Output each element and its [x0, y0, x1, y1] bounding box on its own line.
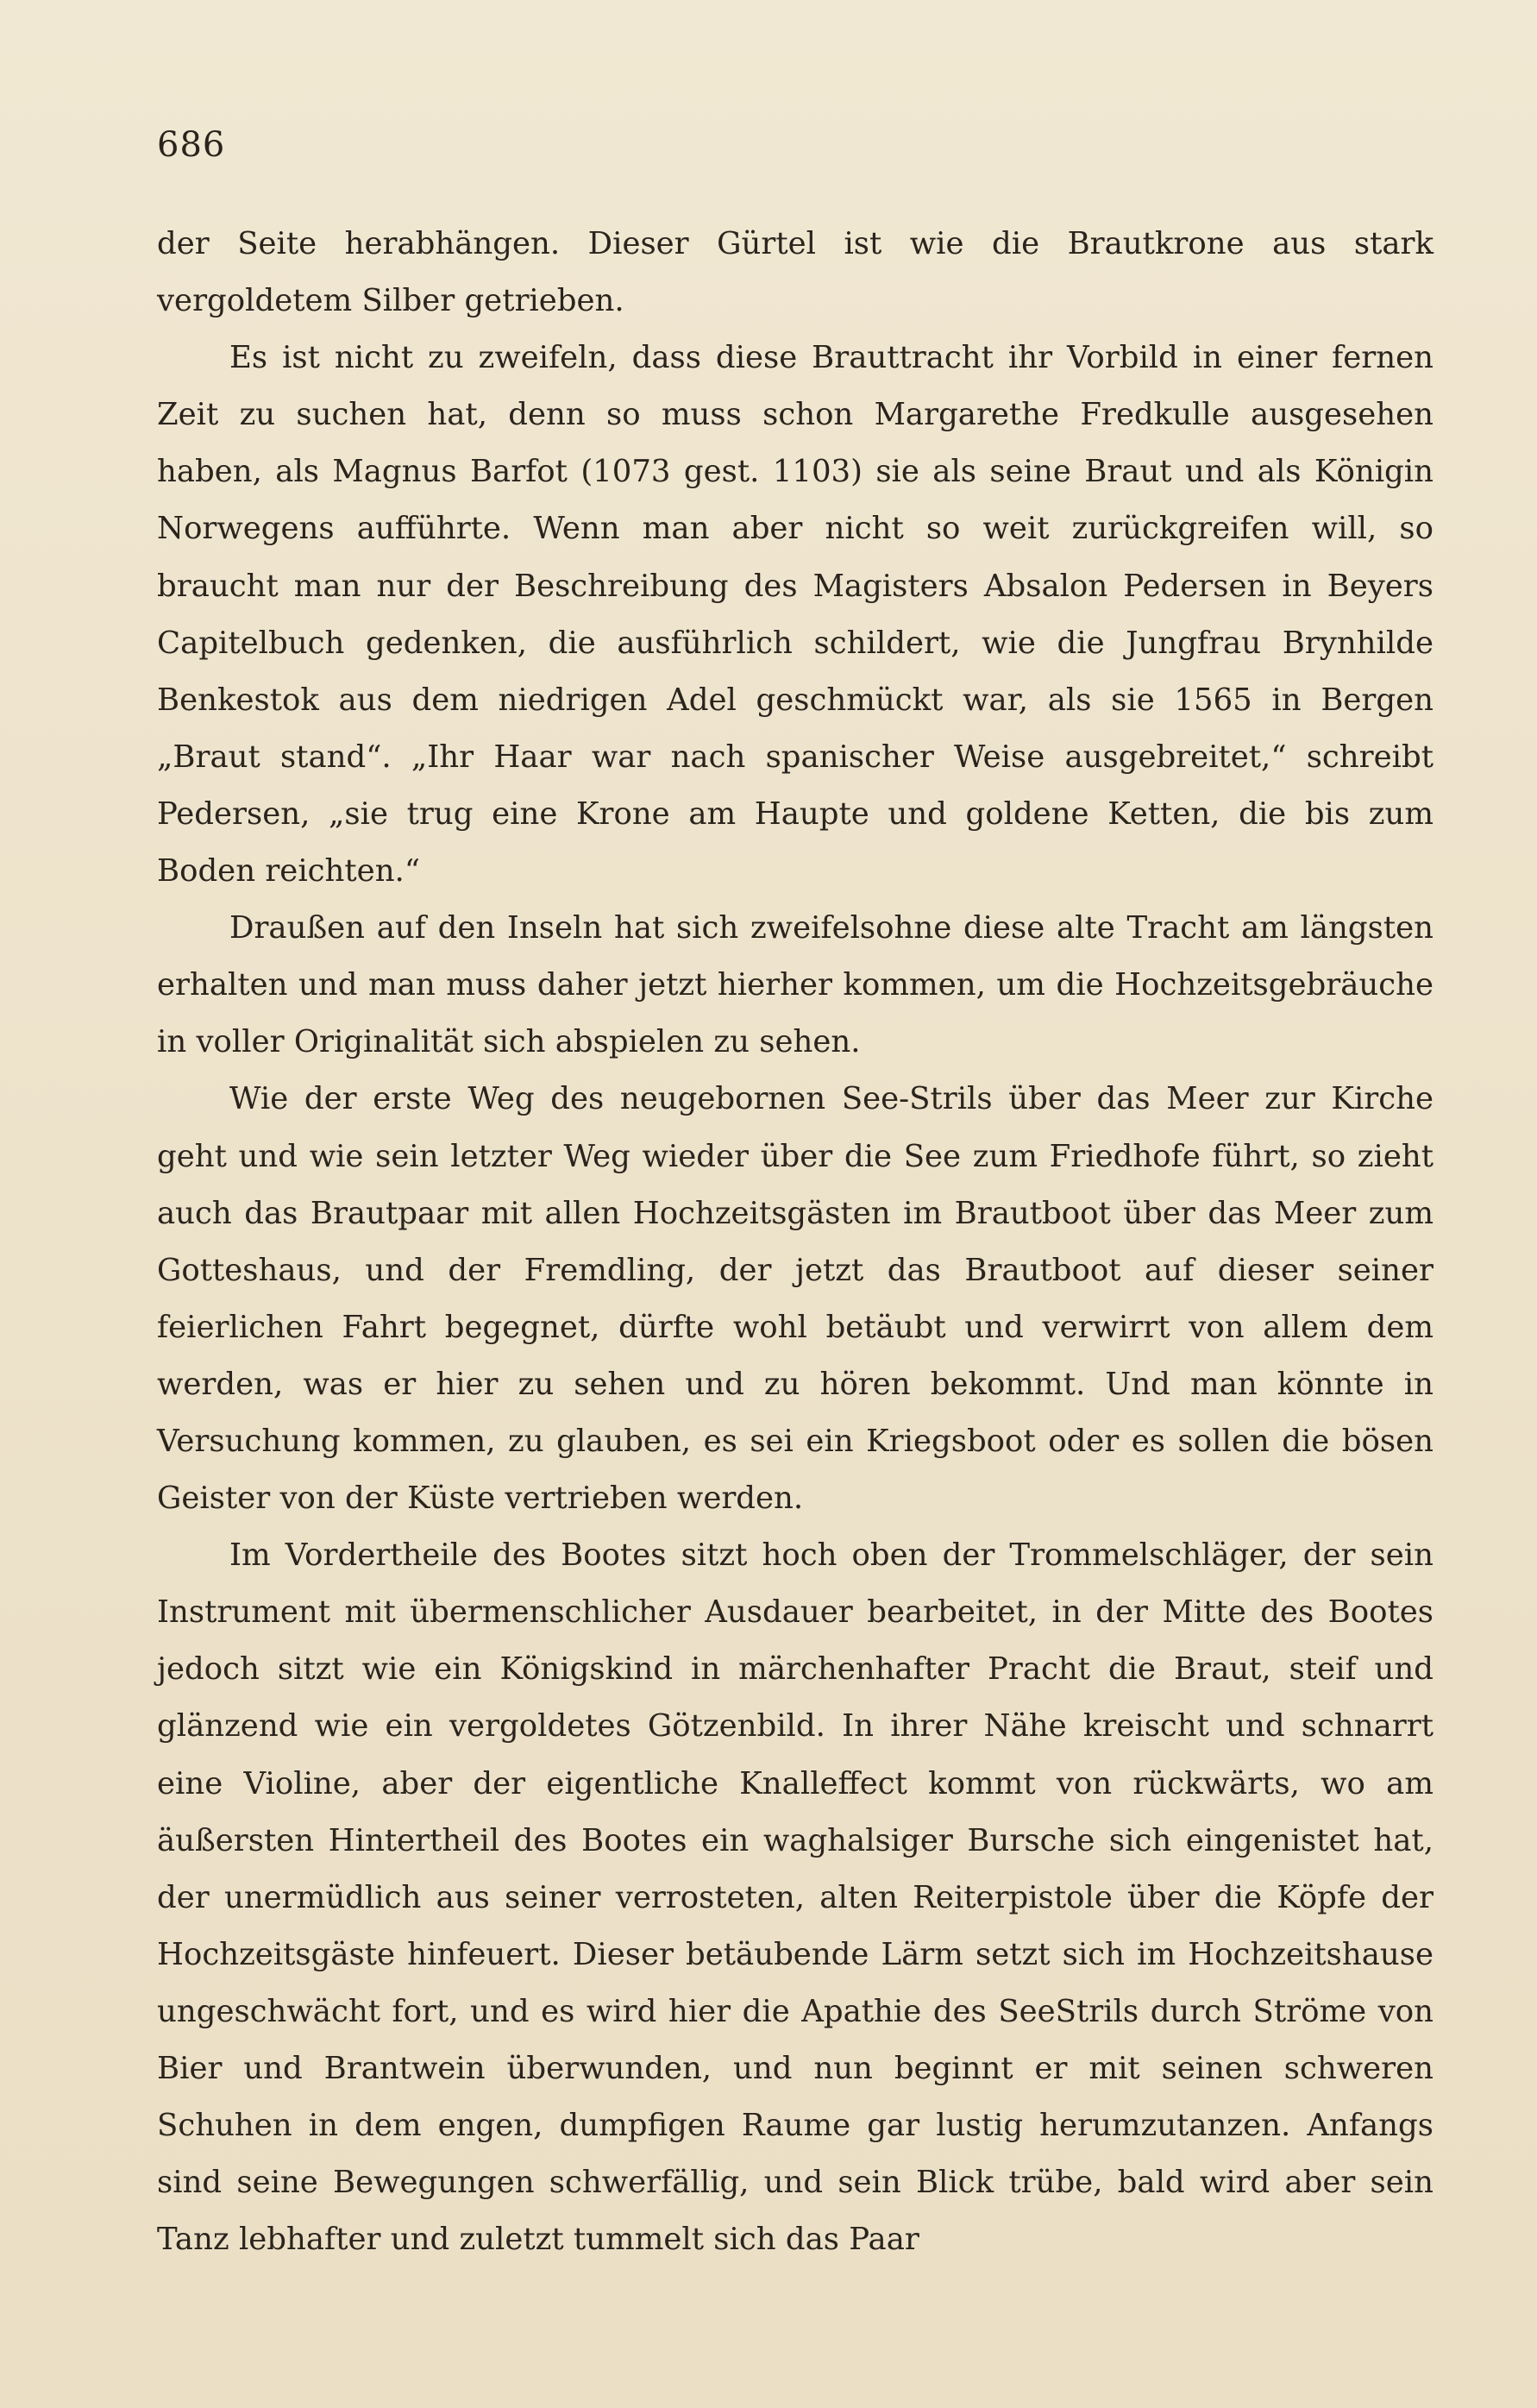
page-number: 686 — [157, 125, 226, 165]
paragraph-1: der Seite herabhängen. Dieser Gürtel ist wie die Brautkrone aus stark vergoldetem Silber getrieben. — [157, 226, 1433, 319]
paragraph-3: Draußen auf den Inseln hat sich zweifelsohne diese alte Tracht am längsten erhalten und man muss daher jetzt hierher kommen, um die Hochzeitsgebräuche in voller Originalität sich abspielen zu sehen. — [157, 910, 1433, 1060]
paragraph-5: Im Vordertheile des Bootes sitzt hoch oben der Trommelschläger, der sein Instrument mit übermenschlicher Ausdauer bearbeitet, in der Mitte des Bootes jedoch sitzt wie ein Königskind in märchenhafter Pracht die Braut, steif und glänzend wie ein vergoldetes Götzenbild. In ihrer Nähe kreischt und schnarrt eine Violine, aber der eigentliche Knalleffect kommt von rückwärts, wo am äußersten Hintertheil des Bootes ein waghalsiger Bursche sich eingenistet hat, der unermüdlich aus seiner verrosteten, alten Reiterpistole über die Köpfe der Hochzeitsgäste hinfeuert. Dieser betäubende Lärm setzt sich im Hochzeitshause ungeschwächt fort, und es wird hier die Apathie des SeeStrils durch Ströme von Bier und Brantwein überwunden, und nun beginnt er mit seinen schweren Schuhen in dem engen, dumpfigen Raume gar lustig herumzutanzen. Anfangs sind seine Bewegungen schwerfällig, und sein Blick trübe, bald wird aber sein Tanz lebhafter und zuletzt tummelt sich das Paar — [157, 1537, 1433, 2258]
paragraph-2: Es ist nicht zu zweifeln, dass diese Brauttracht ihr Vorbild in einer fernen Zeit zu suchen hat, denn so muss schon Margarethe Fredkulle ausgesehen haben, als Magnus Barfot (1073 gest. 1103) sie als seine Braut und als Königin Norwegens aufführte. Wenn man aber nicht so weit zurückgreifen will, so braucht man nur der Beschreibung des Magisters Absalon Pedersen in Beyers Capitelbuch gedenken, die ausführlich schildert, wie die Jungfrau Brynhilde Benkestok aus dem niedrigen Adel geschmückt war, als sie 1565 in Bergen „Braut stand“. „Ihr Haar war nach spanischer Weise ausgebreitet,“ schreibt Pedersen, „sie trug eine Krone am Haupte und goldene Ketten, die bis zum Boden reichten.“ — [157, 340, 1433, 890]
body-text — [157, 216, 1433, 2268]
paragraph-4: Wie der erste Weg des neugebornen See-Strils über das Meer zur Kirche geht und wie sein letzter Weg wieder über die See zum Friedhofe führt, so zieht auch das Brautpaar mit allen Hochzeitsgästen im Brautboot über das Meer zum Gotteshaus, und der Fremdling, der jetzt das Brautboot auf dieser seiner feierlichen Fahrt begegnet, dürfte wohl betäubt und verwirrt von allem dem werden, was er hier zu sehen und zu hören bekommt. Und man könnte in Versuchung kommen, zu glauben, es sei ein Kriegsboot oder es sollen die bösen Geister von der Küste vertrieben werden. — [157, 1081, 1433, 1517]
